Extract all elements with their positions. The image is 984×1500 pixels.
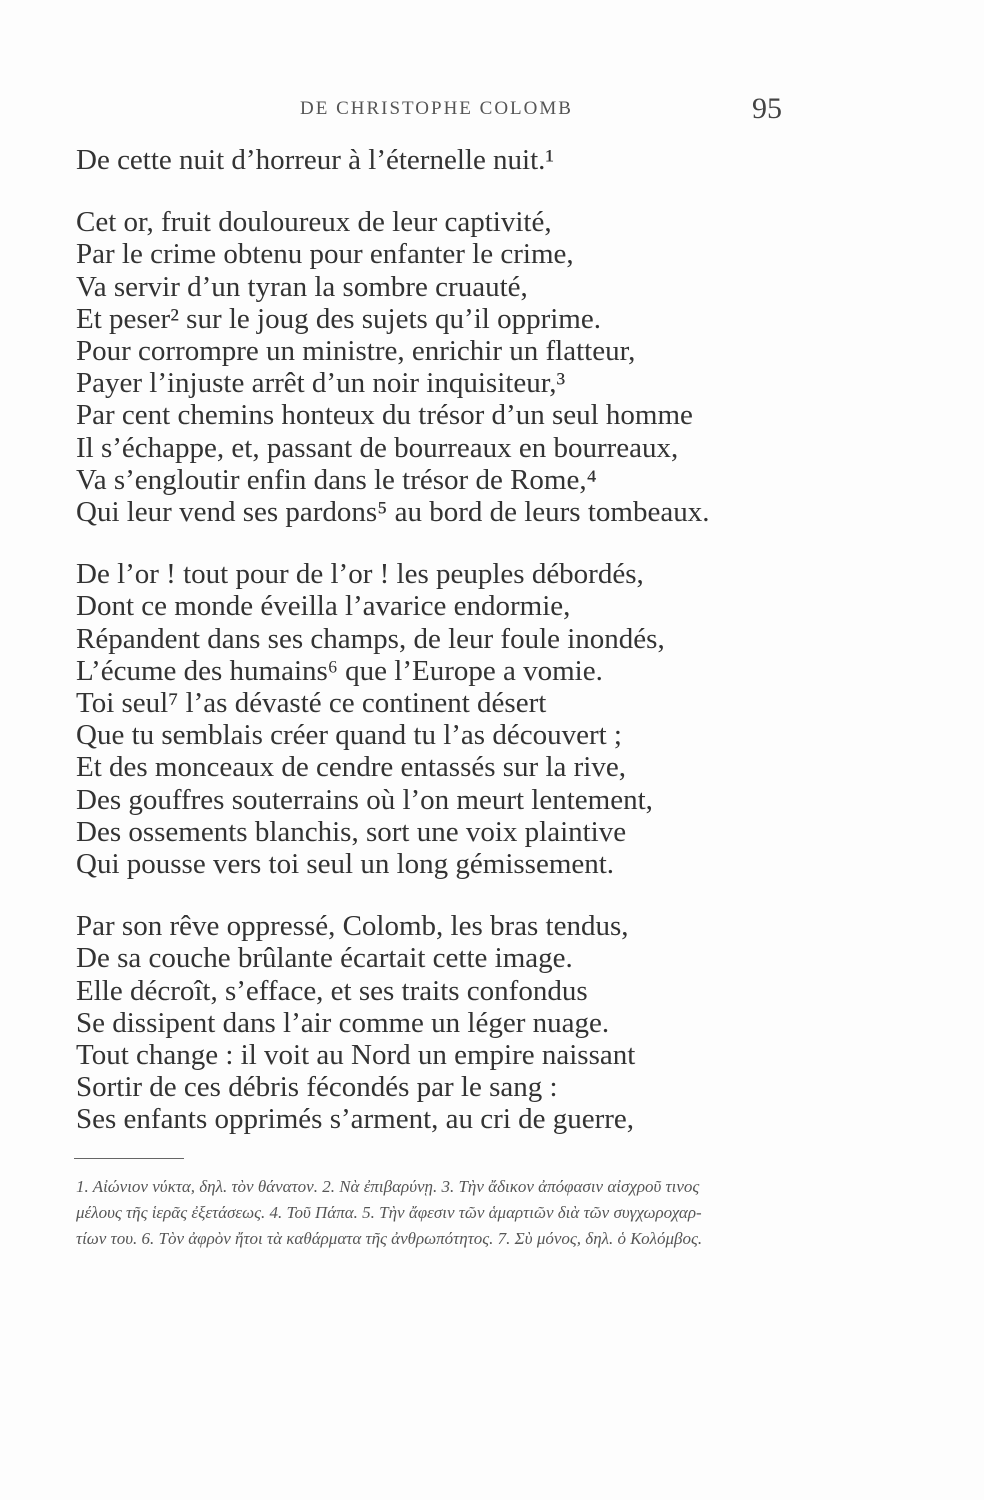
footnotes [76, 1174, 776, 1252]
stanza-2 [76, 206, 796, 528]
verse-line: Ses enfants opprimés s’arment, au cri de guerre, [76, 1103, 635, 1136]
verse-line: Par cent chemins honteux du trésor d’un seul homme [76, 399, 693, 432]
footnote-separator [74, 1158, 184, 1159]
verse-line: Que tu semblais créer quand tu l’as découvert ; [76, 719, 622, 752]
verse-line: Par son rêve oppressé, Colomb, les bras tendus, [76, 910, 629, 943]
verse-line: Il s’échappe, et, passant de bourreaux en bourreaux, [76, 431, 679, 464]
verse-line: Va servir d’un tyran la sombre cruauté, [76, 270, 528, 303]
page-number: 95 [752, 92, 782, 125]
verse-line: Va s’engloutir enfin dans le trésor de Rome,⁴ [76, 463, 597, 496]
verse-line: Payer l’injuste arrêt d’un noir inquisiteur,³ [76, 367, 566, 400]
verse-line: Toi seul⁷ l’as dévasté ce continent désert [76, 687, 547, 720]
verse-line: Des gouffres souterrains où l’on meurt lentement, [76, 783, 653, 816]
verse-line: Et peser² sur le joug des sujets qu’il opprime. [76, 302, 601, 335]
verse-line: Cet or, fruit douloureux de leur captivité, [76, 206, 552, 239]
running-head [0, 92, 984, 132]
running-title: DE CHRISTOPHE COLOMB [300, 98, 573, 119]
verse-line: De sa couche brûlante écartait cette image. [76, 942, 573, 975]
verse-line: Tout change : il voit au Nord un empire naissant [76, 1039, 636, 1072]
footnote-line: τίων του. 6. Τὸν ἀφρὸν ἤτοι τὰ καθάρματα τῆς ἀνθρωπότητος. 7. Σὺ μόνος, δηλ. ὁ Κολόμβος. [76, 1229, 703, 1248]
footnote-line: 1. Αἰώνιον νύκτα, δηλ. τὸν θάνατον. 2. Νὰ ἐπιβαρύνῃ. 3. Τὴν ἄδικον ἀπόφασιν αἰσχροῦ τινος [76, 1177, 700, 1196]
verse-line: Sortir de ces débris fécondés par le sang : [76, 1071, 558, 1104]
verse-line: Dont ce monde éveilla l’avarice endormie, [76, 590, 571, 623]
verse-line: Des ossements blanchis, sort une voix plaintive [76, 815, 627, 848]
verse-line: Par le crime obtenu pour enfanter le crime, [76, 238, 574, 271]
verse-line: Pour corrompre un ministre, enrichir un flatteur, [76, 335, 636, 368]
verse-line: Et des monceaux de cendre entassés sur la rive, [76, 751, 626, 784]
verse-line: De l’or ! tout pour de l’or ! les peuples débordés, [76, 558, 644, 591]
stanza-1 [76, 144, 796, 176]
poem-body [76, 144, 796, 1136]
verse-line: Se dissipent dans l’air comme un léger nuage. [76, 1006, 610, 1039]
verse-line: Répandent dans ses champs, de leur foule inondés, [76, 622, 665, 655]
verse-line: L’écume des humains⁶ que l’Europe a vomie. [76, 654, 603, 687]
verse-line: Elle décroît, s’efface, et ses traits confondus [76, 974, 588, 1007]
verse-line: De cette nuit d’horreur à l’éternelle nuit.¹ [76, 144, 555, 176]
stanza-3 [76, 558, 796, 880]
verse-line: Qui pousse vers toi seul un long gémissement. [76, 848, 615, 881]
footnote-line: μέλους τῆς ἱερᾶς ἐξετάσεως. 4. Τοῦ Πάπα. 5. Τὴν ἄφεσιν τῶν ἁμαρτιῶν διὰ τῶν συγχωροχαρ- [76, 1203, 702, 1222]
verse-line: Qui leur vend ses pardons⁵ au bord de leurs tombeaux. [76, 496, 710, 529]
stanza-4 [76, 910, 796, 1135]
